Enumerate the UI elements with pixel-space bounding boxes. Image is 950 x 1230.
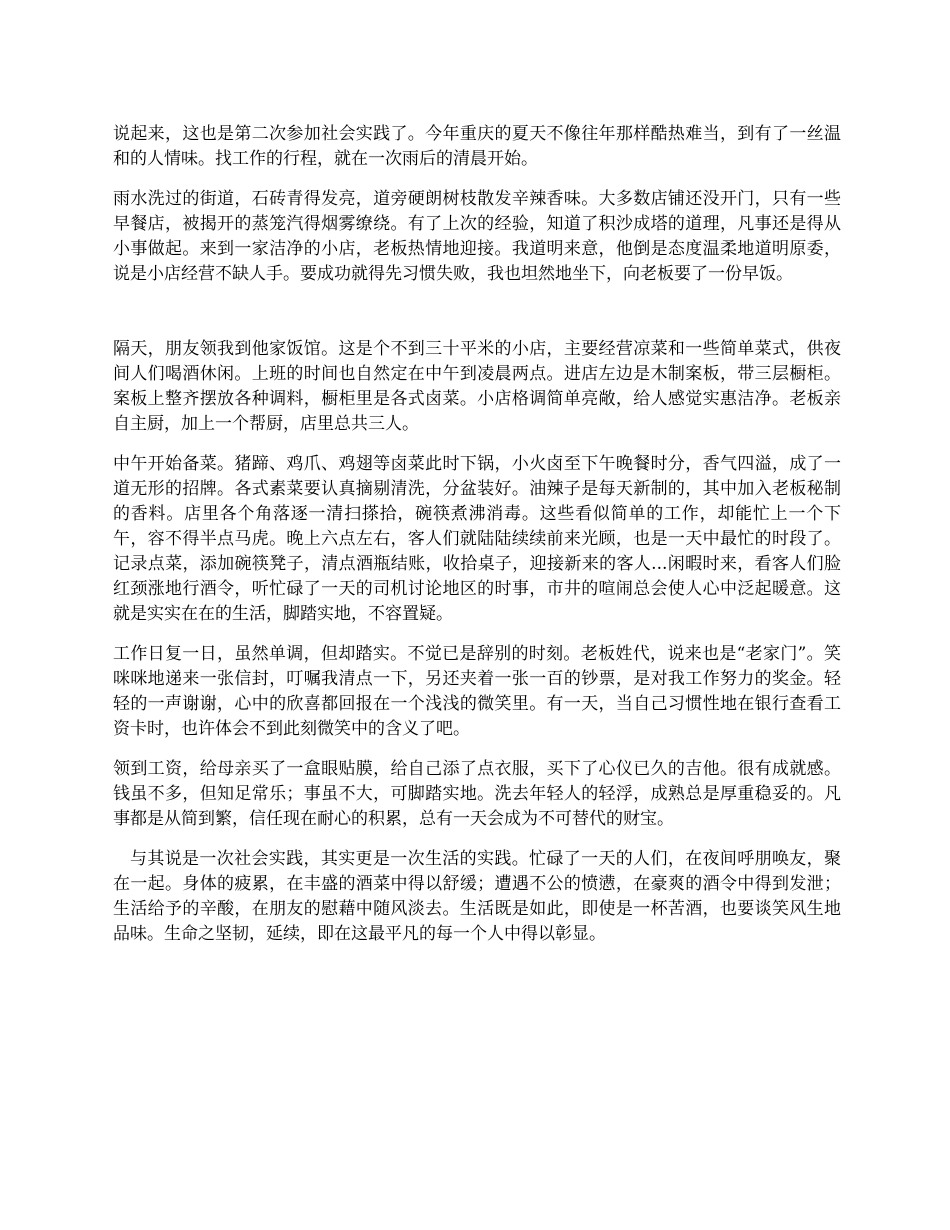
paragraph-6: 领到工资，给母亲买了一盒眼贴膜，给自己添了点衣服，买下了心仪已久的吉他。很有成就感。钱虽不多，但知足常乐；事虽不大，可脚踏实地。洗去年轻人的轻浮，成熟总是厚重稳妥的。凡事都是从简到繁，信任现在耐心的积累，总有一天会成为不可替代的财宝。 <box>113 759 841 829</box>
paragraph-7: 与其说是一次社会实践，其实更是一次生活的实践。忙碌了一天的人们，在夜间呼朋唤友，聚在一起。身体的疲累，在丰盛的酒菜中得以舒缓；遭遇不公的愤懑，在豪爽的酒令中得到发泄；生活给予的辛酸，在朋友的慰藉中随风淡去。生活既是如此，即使是一杯苦酒，也要谈笑风生地品味。生命之坚韧，延续，即在这最平凡的每一个人中得以彰显。 <box>113 849 841 944</box>
paragraph-4: 中午开始备菜。猪蹄、鸡爪、鸡翅等卤菜此时下锅，小火卤至下午晚餐时分，香气四溢，成了一道无形的招牌。各式素菜要认真摘剔清洗，分盆装好。油辣子是每天新制的，其中加入老板秘制的香料。店里各个角落逐一清扫搽拾，碗筷煮沸消毒。这些看似简单的工作，却能忙上一个下午，容不得半点马虎。晚上六点左右，客人们就陆陆续续前来光顾，也是一天中最忙的时段了。记录点菜，添加碗筷凳子，清点酒瓶结账，收拾桌子，迎接新来的客人...闲暇时来，看客人们脸红颈涨地行酒令，听忙碌了一天的司机讨论地区的时事，市井的喧闹总会使人心中泛起暖意。这就是实实在在的生活，脚踏实地，不容置疑。 <box>113 454 841 624</box>
paragraph-3: 隔天，朋友领我到他家饭馆。这是个不到三十平米的小店，主要经营凉菜和一些简单菜式，供夜间人们喝酒休闲。上班的时间也自然定在中午到凌晨两点。进店左边是木制案板，带三层橱柜。案板上整齐摆放各种调料，橱柜里是各式卤菜。小店格调简单亮敞，给人感觉实惠洁净。老板亲自主厨，加上一个帮厨，店里总共三人。 <box>113 339 841 434</box>
paragraph-gap <box>113 302 841 337</box>
paragraph-5: 工作日复一日，虽然单调，但却踏实。不觉已是辞别的时刻。老板姓代，说来也是“老家门”。笑咪咪地递来一张信封，叮嘱我清点一下，另还夹着一张一百的钞票，是对我工作努力的奖金。轻轻的一声谢谢，心中的欣喜都回报在一个浅浅的微笑里。有一天，当自己习惯性地在银行查看工资卡时，也许体会不到此刻微笑中的含义了吧。 <box>113 644 841 739</box>
document-body <box>113 122 841 962</box>
paragraph-1: 说起来，这也是第二次参加社会实践了。今年重庆的夏天不像往年那样酷热难当，到有了一丝温和的人情味。找工作的行程，就在一次雨后的清晨开始。 <box>113 124 841 169</box>
paragraph-2: 雨水洗过的街道，石砖青得发亮，道旁硬朗树枝散发辛辣香味。大多数店铺还没开门，只有一些早餐店，被揭开的蒸笼汽得烟雾缭绕。有了上次的经验，知道了积沙成塔的道理，凡事还是得从小事做起。来到一家洁净的小店，老板热情地迎接。我道明来意，他倒是态度温柔地道明原委，说是小店经营不缺人手。要成功就得先习惯失败，我也坦然地坐下，向老板要了一份早饭。 <box>113 189 841 284</box>
